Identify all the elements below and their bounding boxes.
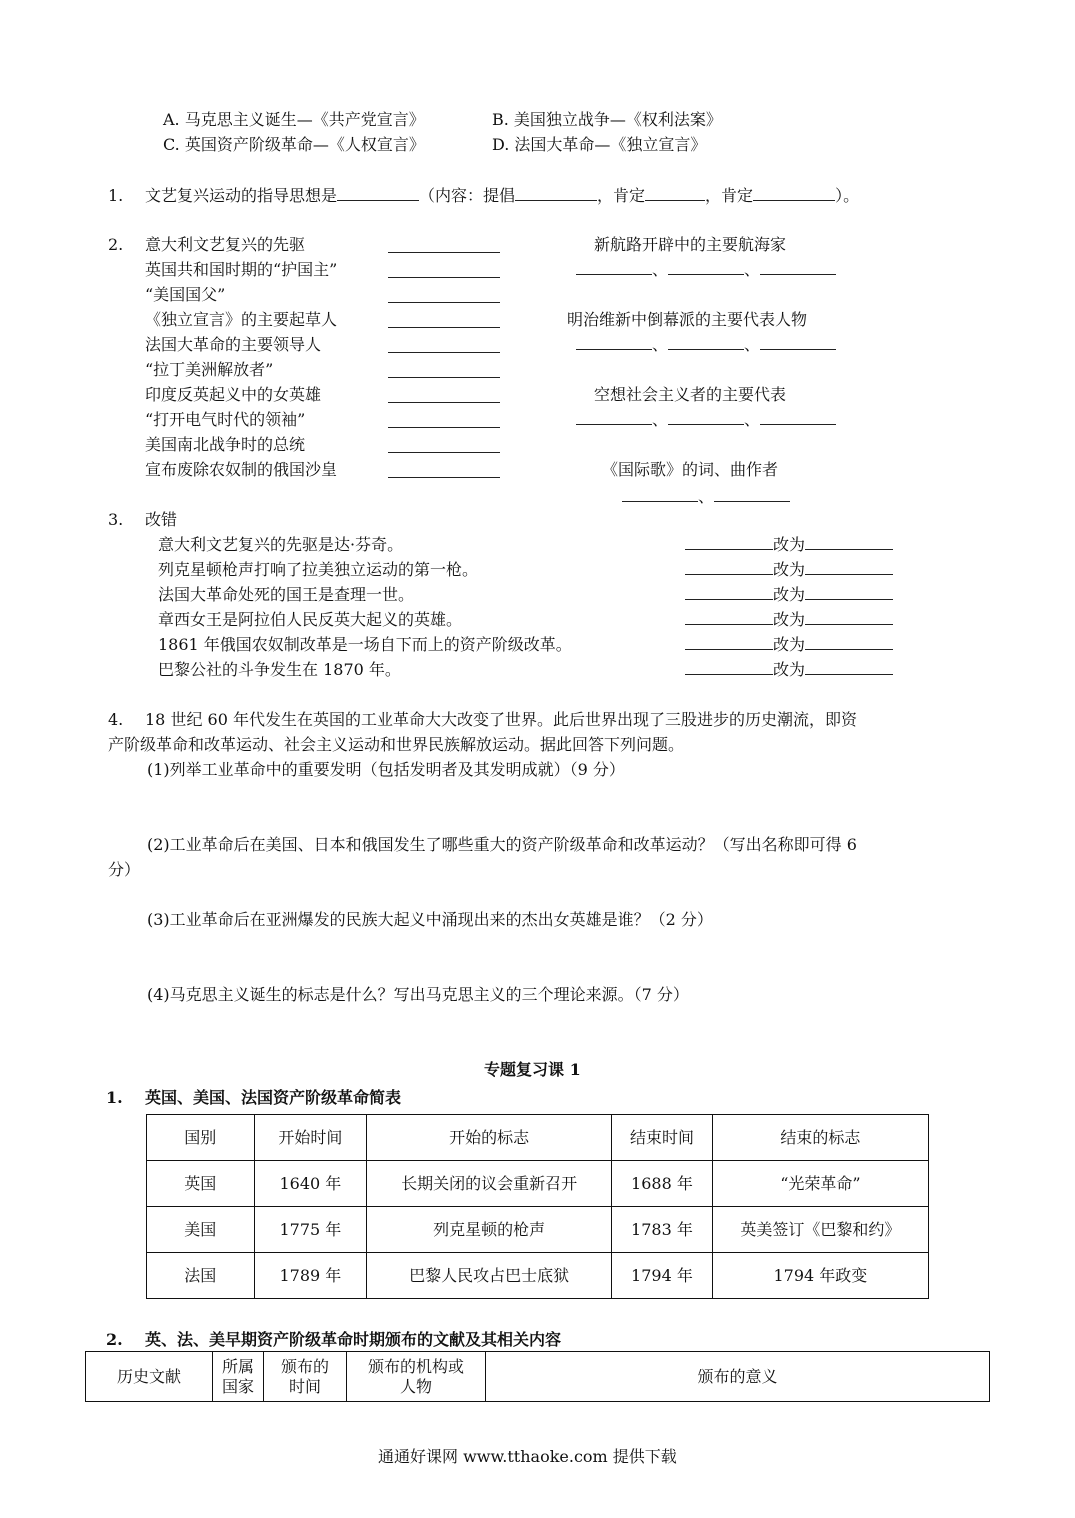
blank[interactable] [576, 410, 652, 425]
q4-sub-question-4: (4)马克思主义诞生的标志是什么？写出马克思主义的三个理论来源。（7 分） [147, 985, 689, 1004]
header-line: 时间 [288, 1376, 321, 1396]
right-blank[interactable] [805, 610, 893, 625]
q3-item: 章西女王是阿拉伯人民反英大起义的英雄。 [158, 610, 463, 629]
table-header: 颁布的意义 [486, 1352, 990, 1402]
wrong-blank[interactable] [685, 535, 773, 550]
q3-item: 法国大革命处死的国王是查理一世。 [158, 585, 415, 604]
wrong-blank[interactable] [685, 635, 773, 650]
blank[interactable] [622, 487, 698, 502]
q2-item: 美国南北战争时的总统 [145, 435, 306, 454]
wrong-blank[interactable] [685, 585, 773, 600]
q4-sub-question-1: (1)列举工业革命中的重要发明（包括发明者及其发明成就）（9 分） [147, 760, 625, 779]
table-cell: 1794 年 [612, 1253, 713, 1299]
option-d: D. 法国大革命—《独立宣言》 [492, 135, 707, 154]
q2-item: “拉丁美洲解放者” [145, 360, 274, 379]
q2-answer-blank[interactable] [388, 413, 500, 428]
q3-item: 1861 年俄国农奴制改革是一场自下而上的资产阶级改革。 [158, 635, 572, 654]
q3-title: 改错 [145, 510, 178, 529]
documents-table [85, 1351, 990, 1402]
q2-answer-blank[interactable] [388, 313, 500, 328]
table-row [147, 1253, 929, 1299]
q4-sub-question-2: (2)工业革命后在美国、日本和俄国发生了哪些重大的资产阶级革命和改革运动？（写出名称即可得 6 [147, 835, 857, 854]
q1-blank-1[interactable] [337, 186, 419, 201]
section-2-number: 2. [106, 1330, 123, 1349]
q2-number: 2. [108, 235, 124, 254]
q1-blank-3[interactable] [645, 186, 705, 201]
q2-right-blanks [576, 260, 836, 280]
table-header: 国别 [147, 1115, 255, 1161]
q1-text-3: ，肯定 [597, 186, 646, 205]
section-1-title: 英国、美国、法国资产阶级革命简表 [145, 1088, 402, 1107]
q2-item: “打开电气时代的领袖” [145, 410, 306, 429]
table-header-row [147, 1115, 929, 1161]
q2-answer-blank[interactable] [388, 338, 500, 353]
q4-intro-line1: 18 世纪 60 年代发生在英国的工业革命大大改变了世界。此后世界出现了三股进步的历史潮流，即资 [145, 710, 857, 729]
q2-right-blanks [622, 487, 790, 507]
separator: 、 [744, 335, 761, 354]
separator: 、 [698, 487, 715, 506]
table-header [347, 1352, 486, 1402]
q3-item: 意大利文艺复兴的先驱是达·芬奇。 [158, 535, 404, 554]
option-b: B. 美国独立战争—《权利法案》 [492, 110, 722, 129]
q2-item: “美国国父” [145, 285, 226, 304]
q4-number: 4. [108, 710, 124, 729]
q2-right-heading: 空想社会主义者的主要代表 [594, 385, 787, 404]
blank[interactable] [760, 410, 836, 425]
change-label: 改为 [773, 585, 806, 604]
table-cell: “光荣革命” [712, 1161, 928, 1207]
q2-right-blanks [576, 410, 836, 430]
q2-answer-blank[interactable] [388, 438, 500, 453]
option-a: A. 马克思主义诞生—《共产党宣言》 [163, 110, 425, 129]
table-row [147, 1207, 929, 1253]
table-cell: 法国 [147, 1253, 255, 1299]
blank[interactable] [714, 487, 790, 502]
change-label: 改为 [773, 535, 806, 554]
q3-correction [685, 585, 893, 605]
table-header: 结束时间 [612, 1115, 713, 1161]
q1-blank-2[interactable] [515, 186, 597, 201]
header-line: 人物 [399, 1376, 432, 1396]
q2-item: 印度反英起义中的女英雄 [145, 385, 322, 404]
header-line: 颁布的 [280, 1356, 329, 1376]
q3-item: 列克星顿枪声打响了拉美独立运动的第一枪。 [158, 560, 479, 579]
q2-right-heading: 新航路开辟中的主要航海家 [594, 235, 787, 254]
change-label: 改为 [773, 660, 806, 679]
q1-line [145, 186, 859, 206]
q2-answer-blank[interactable] [388, 288, 500, 303]
review-title: 专题复习课 1 [484, 1060, 581, 1079]
table-cell: 列克星顿的枪声 [367, 1207, 612, 1253]
section-2-title: 英、法、美早期资产阶级革命时期颁布的文献及其相关内容 [145, 1330, 562, 1349]
table-header: 开始时间 [254, 1115, 367, 1161]
q1-text-1: 文艺复兴运动的指导思想是 [145, 186, 338, 205]
q2-right-blanks [576, 335, 836, 355]
header-line: 颁布的机构或 [367, 1356, 464, 1376]
table-cell: 1789 年 [254, 1253, 367, 1299]
table-header [213, 1352, 264, 1402]
header-line: 所属 [221, 1356, 254, 1376]
q2-item: 法国大革命的主要领导人 [145, 335, 322, 354]
blank[interactable] [760, 260, 836, 275]
q4-sub-question-3: (3)工业革命后在亚洲爆发的民族大起义中涌现出来的杰出女英雄是谁？（2 分） [147, 910, 713, 929]
table-cell: 英美签订《巴黎和约》 [712, 1207, 928, 1253]
page-footer: 通通好课网 www.tthaoke.com 提供下载 [378, 1447, 677, 1466]
blank[interactable] [576, 335, 652, 350]
q1-text-4: ，肯定 [705, 186, 754, 205]
q2-answer-blank[interactable] [388, 238, 500, 253]
q2-answer-blank[interactable] [388, 263, 500, 278]
blank[interactable] [668, 260, 744, 275]
q3-correction [685, 635, 893, 655]
wrong-blank[interactable] [685, 610, 773, 625]
q2-right-heading: 《国际歌》的词、曲作者 [602, 460, 779, 479]
q2-answer-blank[interactable] [388, 463, 500, 478]
blank[interactable] [760, 335, 836, 350]
q3-correction [685, 660, 893, 680]
q4-intro-line2: 产阶级革命和改革运动、社会主义运动和世界民族解放运动。据此回答下列问题。 [108, 735, 685, 754]
change-label: 改为 [773, 610, 806, 629]
q1-text-2: （内容：提倡 [419, 186, 516, 205]
table-header-row [86, 1352, 990, 1402]
blank[interactable] [668, 335, 744, 350]
q1-number: 1. [108, 186, 124, 205]
separator: 、 [652, 410, 669, 429]
q3-correction [685, 560, 893, 580]
table-header: 历史文献 [86, 1352, 213, 1402]
header-line: 国家 [221, 1376, 254, 1396]
separator: 、 [652, 260, 669, 279]
separator: 、 [652, 335, 669, 354]
table-header: 开始的标志 [367, 1115, 612, 1161]
q2-answer-blank[interactable] [388, 388, 500, 403]
table-cell: 1640 年 [254, 1161, 367, 1207]
option-c: C. 英国资产阶级革命—《人权宣言》 [163, 135, 425, 154]
revolution-table [146, 1114, 929, 1299]
q1-blank-4[interactable] [753, 186, 835, 201]
table-cell: 美国 [147, 1207, 255, 1253]
change-label: 改为 [773, 560, 806, 579]
table-cell: 1794 年政变 [712, 1253, 928, 1299]
table-header: 结束的标志 [712, 1115, 928, 1161]
q3-correction [685, 610, 893, 630]
q3-item: 巴黎公社的斗争发生在 1870 年。 [158, 660, 401, 679]
right-blank[interactable] [805, 585, 893, 600]
table-cell: 1688 年 [612, 1161, 713, 1207]
separator: 、 [744, 260, 761, 279]
right-blank[interactable] [805, 535, 893, 550]
table-row [147, 1161, 929, 1207]
q2-item: 意大利文艺复兴的先驱 [145, 235, 306, 254]
right-blank[interactable] [805, 635, 893, 650]
wrong-blank[interactable] [685, 660, 773, 675]
table-cell: 1783 年 [612, 1207, 713, 1253]
section-1-number: 1. [106, 1088, 123, 1107]
q2-item: 《独立宣言》的主要起草人 [145, 310, 338, 329]
table-cell: 巴黎人民攻占巴士底狱 [367, 1253, 612, 1299]
table-cell: 英国 [147, 1161, 255, 1207]
table-cell: 1775 年 [254, 1207, 367, 1253]
q4-sub-question-2-cont: 分） [108, 860, 141, 879]
right-blank[interactable] [805, 660, 893, 675]
q2-item: 英国共和国时期的“护国主” [145, 260, 338, 279]
right-blank[interactable] [805, 560, 893, 575]
table-header [264, 1352, 347, 1402]
separator: 、 [744, 410, 761, 429]
table-cell: 长期关闭的议会重新召开 [367, 1161, 612, 1207]
q2-answer-blank[interactable] [388, 363, 500, 378]
blank[interactable] [668, 410, 744, 425]
wrong-blank[interactable] [685, 560, 773, 575]
q2-item: 宣布废除农奴制的俄国沙皇 [145, 460, 338, 479]
q1-text-5: ）。 [835, 186, 860, 205]
q3-correction [685, 535, 893, 555]
change-label: 改为 [773, 635, 806, 654]
q2-right-heading: 明治维新中倒幕派的主要代表人物 [567, 310, 808, 329]
q3-number: 3. [108, 510, 124, 529]
blank[interactable] [576, 260, 652, 275]
